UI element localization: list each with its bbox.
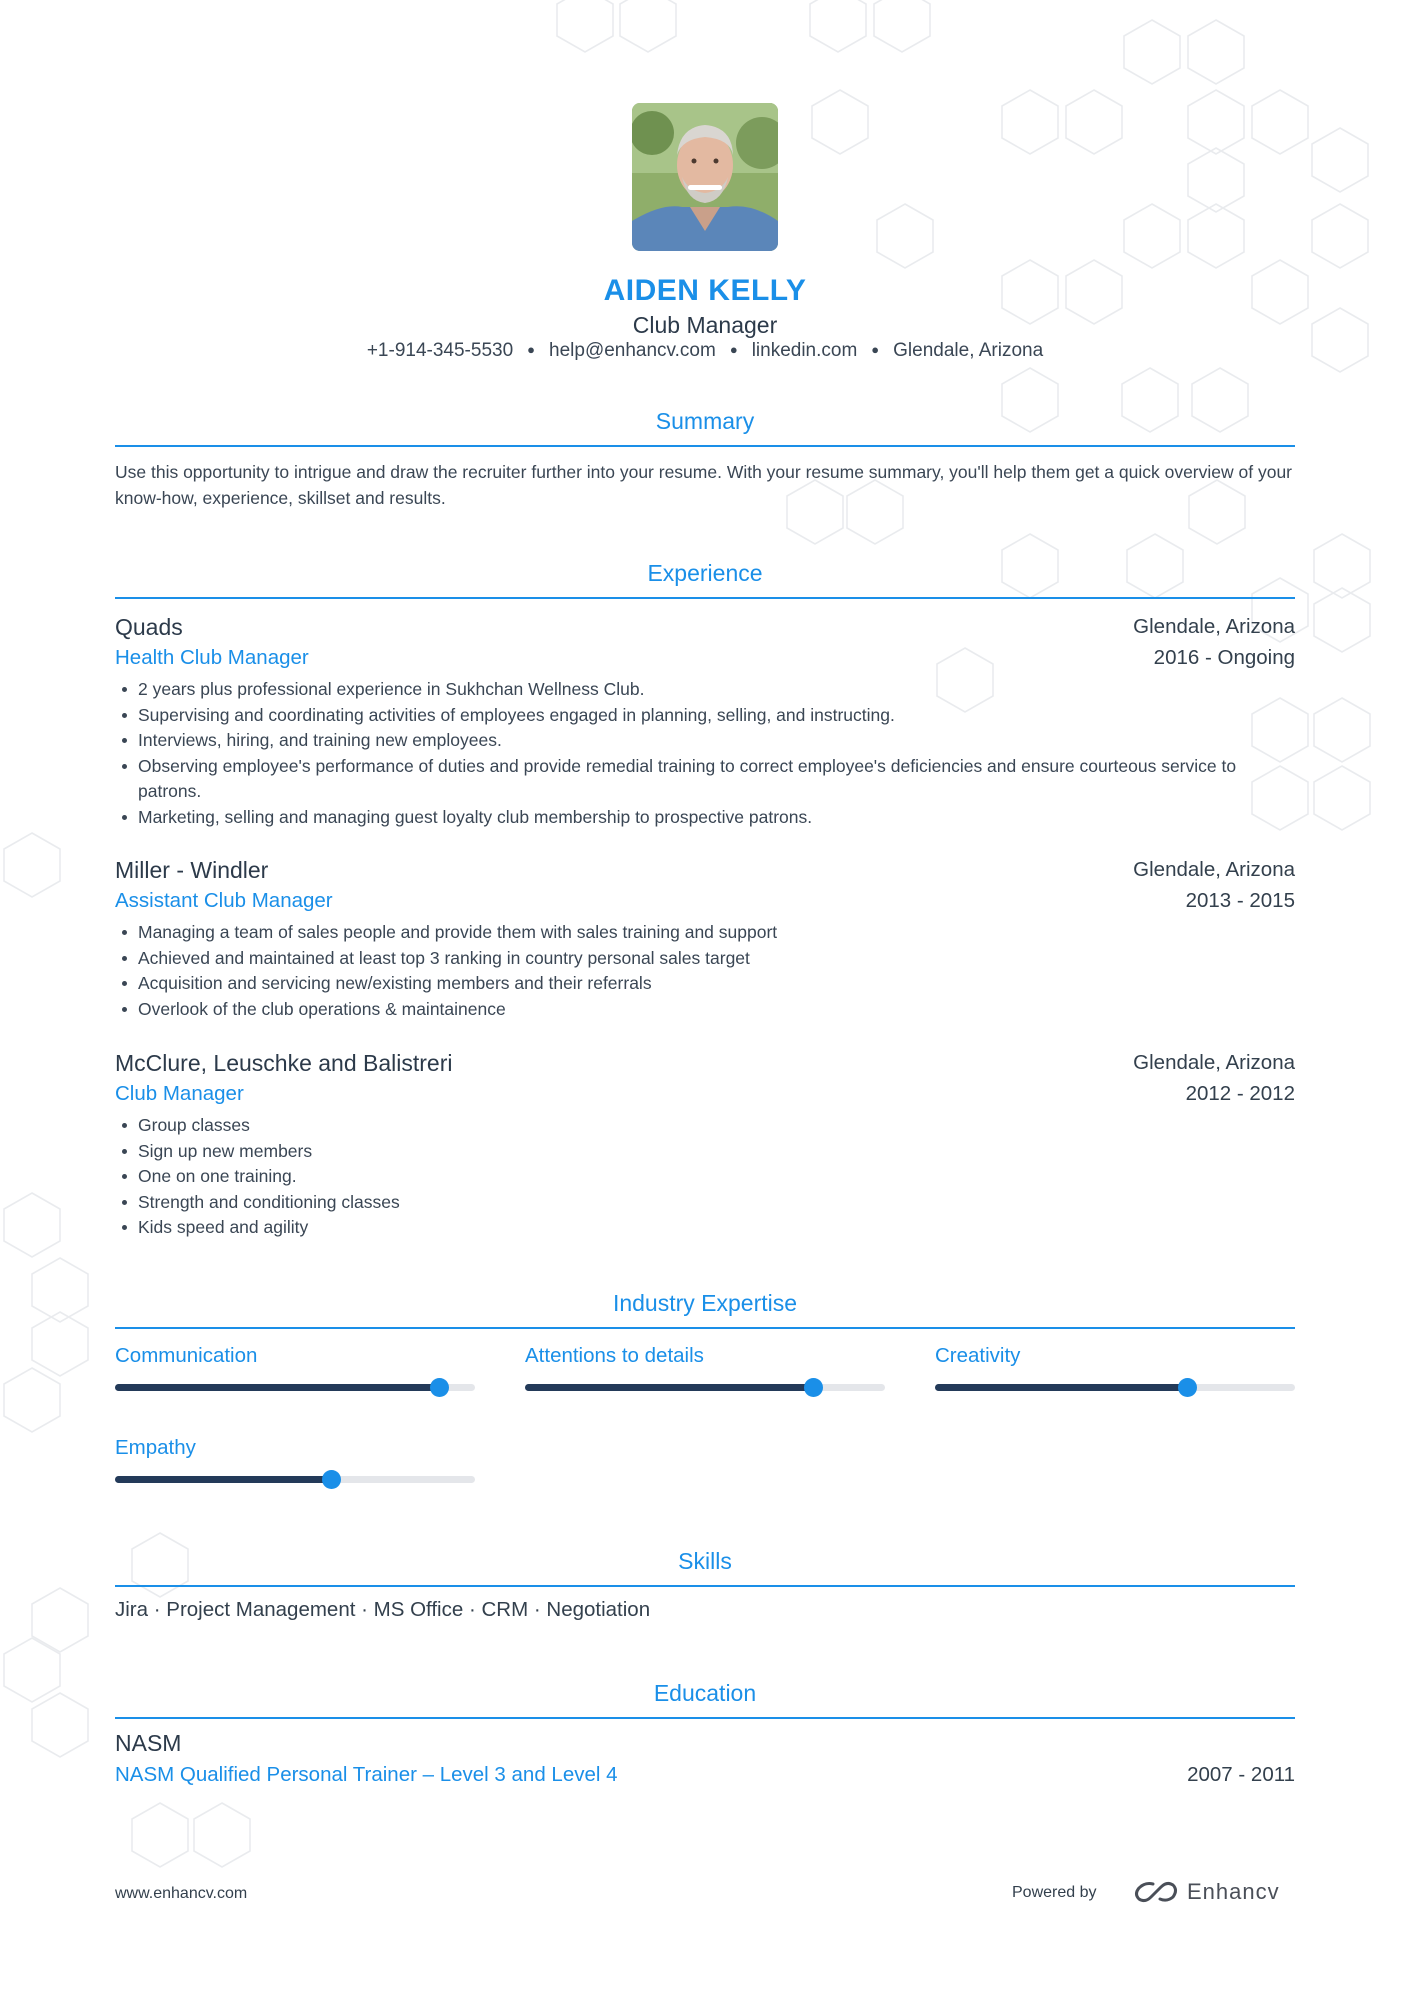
expertise-item (115, 1342, 475, 1370)
job-location: Glendale, Arizona (1133, 858, 1295, 881)
expertise-label: Empathy (115, 1436, 196, 1459)
expertise-level-track (115, 1476, 475, 1483)
job-bullet: Marketing, selling and managing guest loyalty club membership to prospective patrons. (115, 805, 1295, 831)
contact-separator: ● (527, 342, 536, 357)
section-title-summary: Summary (655, 408, 755, 434)
contact-separator: ● (729, 342, 738, 357)
section-title-skills: Skills (678, 1548, 732, 1574)
footer-website-link[interactable]: www.enhancv.com (115, 1885, 248, 1902)
skill-separator: · (528, 1598, 547, 1621)
enhancv-logo-icon (1133, 1880, 1179, 1904)
expertise-level-knob (322, 1470, 341, 1489)
expertise-level-fill (115, 1384, 439, 1391)
section-title-experience: Experience (647, 560, 763, 586)
education-degree: NASM Qualified Personal Trainer – Level 3 and Level 4 (115, 1763, 618, 1786)
expertise-level-fill (525, 1384, 813, 1391)
candidate-role: Club Manager (632, 312, 778, 338)
job-bullet: One on one training. (115, 1164, 1295, 1190)
skills-list (115, 1598, 650, 1622)
job-location: Glendale, Arizona (1133, 615, 1295, 638)
job-bullet: Supervising and coordinating activities of employees engaged in planning, selling, and instructing. (115, 703, 1295, 729)
section-divider (115, 597, 1295, 599)
expertise-level-track (525, 1384, 885, 1391)
job-title: Health Club Manager (115, 646, 309, 669)
contact-location: Glendale, Arizona (893, 340, 1044, 361)
expertise-item (115, 1434, 475, 1462)
section-divider (115, 1585, 1295, 1587)
section-divider (115, 1327, 1295, 1329)
skill-item: Jira (115, 1598, 149, 1621)
skill-separator: · (463, 1598, 482, 1621)
skill-item: MS Office (373, 1598, 464, 1621)
section-title-expertise: Industry Expertise (612, 1290, 798, 1316)
job-bullet: Kids speed and agility (115, 1215, 1295, 1241)
job-bullet: Managing a team of sales people and provide them with sales training and support (115, 920, 1295, 946)
job-dates: 2013 - 2015 (1185, 889, 1295, 912)
expertise-label: Creativity (935, 1344, 1021, 1367)
expertise-level-fill (115, 1476, 331, 1483)
footer-brand-name: Enhancv (1187, 1879, 1280, 1904)
candidate-name: AIDEN KELLY (603, 274, 807, 307)
expertise-item (935, 1342, 1295, 1370)
skill-separator: · (148, 1598, 167, 1621)
contact-linkedin: linkedin.com (751, 340, 858, 361)
expertise-label: Attentions to details (525, 1344, 704, 1367)
expertise-level-track (935, 1384, 1295, 1391)
job-title: Assistant Club Manager (115, 889, 333, 912)
summary-text: Use this opportunity to intrigue and draw the recruiter further into your resume. With your resume summary, you'll help them get a quick overview of your know-how, experience, skillset and results. (115, 462, 1293, 508)
expertise-level-track (115, 1384, 475, 1391)
expertise-level-knob (430, 1378, 449, 1397)
experience-entry (115, 612, 1295, 830)
job-company: Quads (115, 614, 183, 640)
job-bullet: Observing employee's performance of duties and provide remedial training to correct employee's deficiencies and ensure courteous service to patrons. (115, 754, 1295, 805)
job-bullet: Sign up new members (115, 1139, 1295, 1165)
job-bullet: 2 years plus professional experience in Sukhchan Wellness Club. (115, 677, 1295, 703)
job-company: Miller - Windler (115, 857, 269, 883)
job-bullets (115, 920, 1295, 1022)
job-bullet: Overlook of the club operations & maintainence (115, 997, 1295, 1023)
skill-item: Negotiation (546, 1598, 651, 1621)
contact-email: help@enhancv.com (549, 340, 716, 361)
profile-photo (632, 103, 778, 251)
contact-separator: ● (871, 342, 880, 357)
contact-line (0, 340, 1410, 362)
job-bullet: Achieved and maintained at least top 3 ranking in country personal sales target (115, 946, 1295, 972)
section-divider (115, 445, 1295, 447)
contact-phone: +1-914-345-5530 (366, 340, 514, 361)
experience-entry (115, 1048, 1295, 1241)
education-school: NASM (115, 1730, 182, 1756)
skill-item: Project Management (166, 1598, 356, 1621)
skill-separator: · (355, 1598, 374, 1621)
job-title: Club Manager (115, 1082, 244, 1105)
expertise-item (525, 1342, 885, 1370)
job-bullet: Group classes (115, 1113, 1295, 1139)
expertise-label: Communication (115, 1344, 258, 1367)
expertise-level-fill (935, 1384, 1187, 1391)
section-title-education: Education (653, 1680, 757, 1706)
job-bullets (115, 677, 1295, 830)
job-bullet: Strength and conditioning classes (115, 1190, 1295, 1216)
skill-item: CRM (481, 1598, 529, 1621)
education-dates: 2007 - 2011 (1187, 1763, 1295, 1786)
job-location: Glendale, Arizona (1133, 1051, 1295, 1074)
section-divider (115, 1717, 1295, 1719)
experience-entry (115, 855, 1295, 1022)
expertise-level-knob (1178, 1378, 1197, 1397)
job-dates: 2016 - Ongoing (1153, 646, 1295, 669)
job-bullets (115, 1113, 1295, 1241)
job-bullet: Acquisition and servicing new/existing members and their referrals (115, 971, 1295, 997)
job-dates: 2012 - 2012 (1185, 1082, 1295, 1105)
job-bullet: Interviews, hiring, and training new employees. (115, 728, 1295, 754)
footer-brand-logo[interactable] (1133, 1874, 1280, 1910)
expertise-level-knob (804, 1378, 823, 1397)
job-company: McClure, Leuschke and Balistreri (115, 1050, 453, 1076)
footer-powered-by: Powered by (1012, 1884, 1097, 1901)
